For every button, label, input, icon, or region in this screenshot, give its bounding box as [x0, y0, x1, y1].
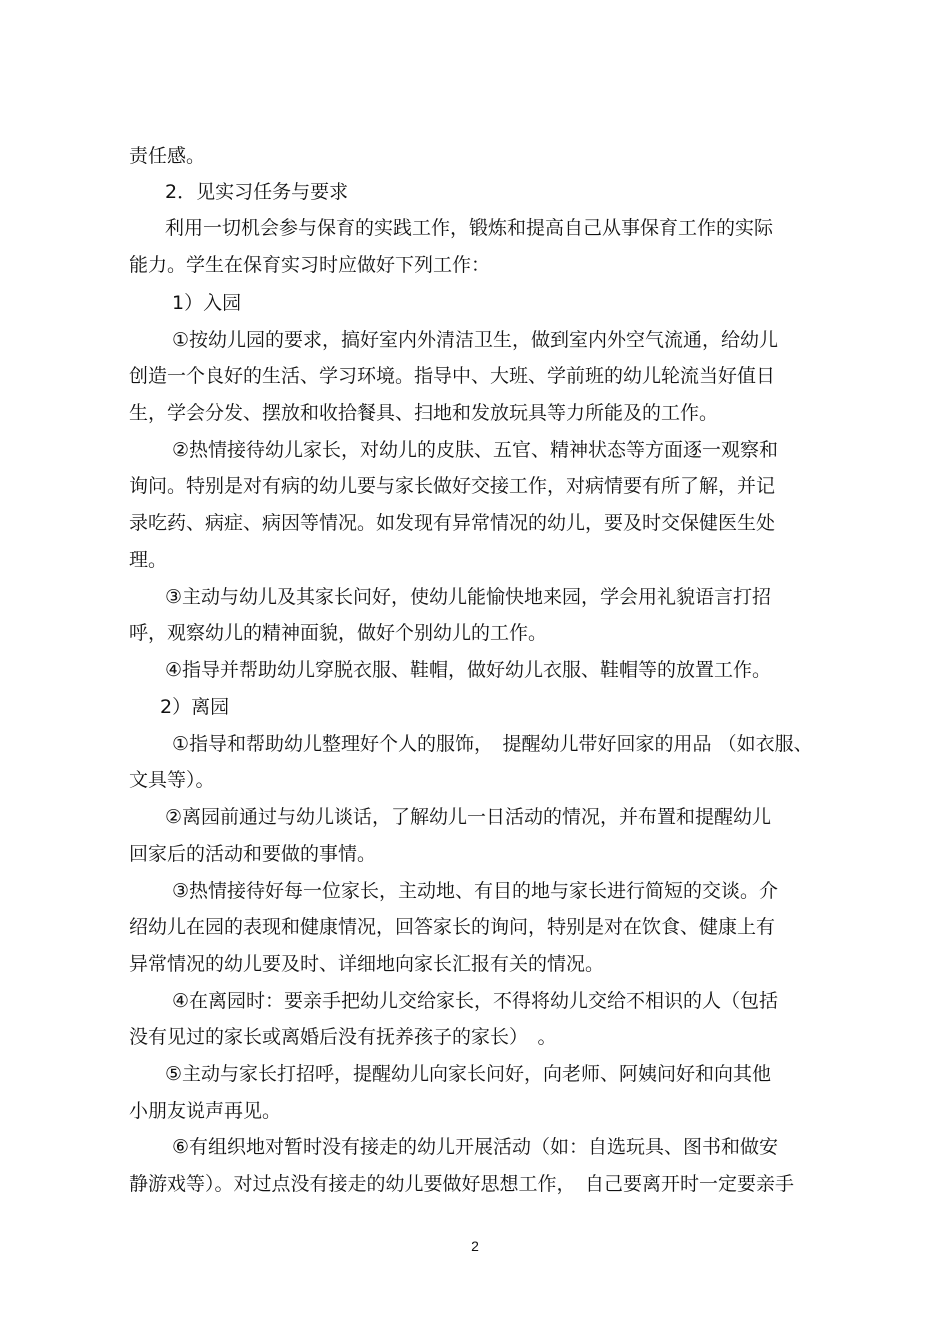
text-line: 没有见过的家长或离婚后没有抚养孩子的家长） 。: [129, 1026, 557, 1048]
text-line: ④指导并帮助幼儿穿脱衣服、鞋帽，做好幼儿衣服、鞋帽等的放置工作。: [165, 659, 772, 681]
text-line: 利用一切机会参与保育的实践工作，锻炼和提高自己从事保育工作的实际: [165, 217, 774, 239]
subsection-heading: 2）离园: [160, 696, 230, 718]
text-line: ④在离园时：要亲手把幼儿交给家长，不得将幼儿交给不相识的人（包括: [172, 990, 779, 1012]
text-line: 责任感。: [129, 145, 206, 167]
text-line: ①指导和帮助幼儿整理好个人的服饰， 提醒幼儿带好回家的用品 （如衣服、: [172, 733, 813, 755]
text-line: ②离园前通过与幼儿谈话，了解幼儿一日活动的情况，并布置和提醒幼儿: [165, 806, 772, 828]
page-number: 2: [471, 1238, 479, 1254]
text-line: 静游戏等）。对过点没有接走的幼儿要做好思想工作， 自己要离开时一定要亲手: [129, 1173, 795, 1195]
text-line: 呼，观察幼儿的精神面貌，做好个别幼儿的工作。: [129, 622, 548, 644]
text-line: ⑤主动与家长打招呼，提醒幼儿向家长问好，向老师、阿姨问好和向其他: [165, 1063, 772, 1085]
text-line: 异常情况的幼儿要及时、详细地向家长汇报有关的情况。: [129, 953, 605, 975]
text-line: ⑥有组织地对暂时没有接走的幼儿开展活动（如：自选玩具、图书和做安: [172, 1136, 779, 1158]
text-line: 创造一个良好的生活、学习环境。指导中、大班、学前班的幼儿轮流当好值日: [129, 365, 776, 387]
text-line: ②热情接待幼儿家长，对幼儿的皮肤、五官、精神状态等方面逐一观察和: [172, 439, 779, 461]
text-line: 绍幼儿在园的表现和健康情况，回答家长的询问，特别是对在饮食、健康上有: [129, 916, 776, 938]
text-line: 录吃药、病症、病因等情况。如发现有异常情况的幼儿，要及时交保健医生处: [129, 512, 776, 534]
text-line: 小朋友说声再见。: [129, 1100, 282, 1122]
text-line: ③热情接待好每一位家长，主动地、有目的地与家长进行简短的交谈。介: [172, 880, 779, 902]
text-line: 生，学会分发、摆放和收拾餐具、扫地和发放玩具等力所能及的工作。: [129, 402, 719, 424]
text-line: 回家后的活动和要做的事情。: [129, 843, 377, 865]
text-line: 理。: [129, 549, 168, 571]
section-heading: 2．见实习任务与要求: [165, 181, 349, 203]
text-line: 能力。学生在保育实习时应做好下列工作：: [129, 254, 491, 276]
text-line: ③主动与幼儿及其家长问好，使幼儿能愉快地来园，学会用礼貌语言打招: [165, 586, 772, 608]
text-line: 询问。特别是对有病的幼儿要与家长做好交接工作，对病情要有所了解，并记: [129, 475, 776, 497]
subsection-heading: 1）入园: [172, 292, 242, 314]
text-line: ①按幼儿园的要求，搞好室内外清洁卫生，做到室内外空气流通，给幼儿: [172, 329, 779, 351]
text-line: 文具等）。: [129, 769, 215, 791]
